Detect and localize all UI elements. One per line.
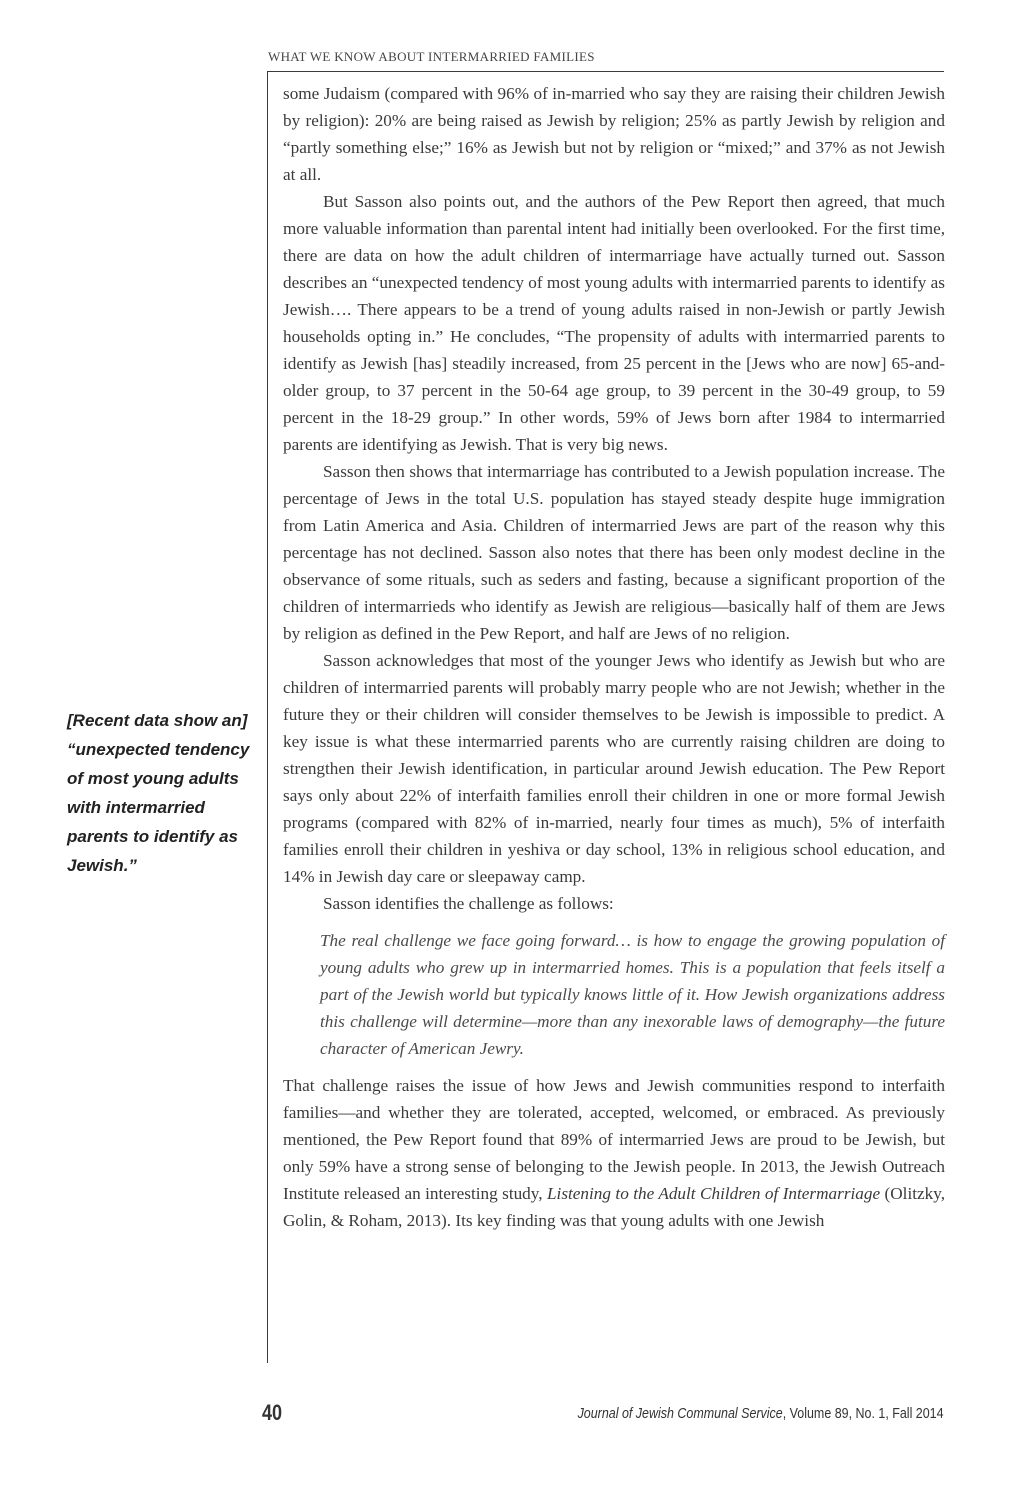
running-header: WHAT WE KNOW ABOUT INTERMARRIED FAMILIES [268, 49, 595, 64]
paragraph-6 [283, 1072, 945, 1234]
paragraph-6-text-after: (Olitzky, Golin, & Roham, 2013). Its key finding was that young adults with one Jewish [283, 1184, 945, 1230]
page-number: 40 [262, 1400, 283, 1425]
paragraph-1: some Judaism (compared with 96% of in-married who say they are raising their children Jewish by religion): 20% are being raised as Jewish by religion; 25% as partly Jewish by religion and “partly something else;” 16% as Jewish but not by religion or “mixed;” and 37% as not Jewish at all. [283, 84, 945, 184]
paragraph-3: Sasson then shows that intermarriage has contributed to a Jewish population increase. The percentage of Jews in the total U.S. population has stayed steady despite huge immigration from Latin America and Asia. Children of intermarried Jews are part of the reason why this percentage has not declined. Sasson also notes that there has been only modest decline in the observance of some rituals, such as seders and fasting, because a significant proportion of the children of intermarrieds who identify as Jewish are religious—basically half of them are Jews by religion as defined in the Pew Report, and half are Jews of no religion. [283, 462, 945, 643]
paragraph-2: But Sasson also points out, and the authors of the Pew Report then agreed, that much more valuable information than parental intent had initially been overlooked. For the first time, there are data on how the adult children of intermarriage have actually turned out. Sasson describes an “unexpected tendency of most young adults with intermarried parents to identify as Jewish…. There appears to be a trend of young adults raised in non-Jewish or partly Jewish households opting in.” He concludes, “The propensity of adults with intermarried parents to identify as Jewish [has] steadily increased, from 25 percent in the [Jews who are now] 65-and-older group, to 37 percent in the 50-64 age group, to 39 percent in the 30-49 group, to 59 percent in the 18-29 group.” In other words, 59% of Jews born after 1984 to intermarried parents are identifying as Jewish. That is very big news. [283, 192, 945, 454]
study-title: Listening to the Adult Children of Intermarriage [547, 1184, 881, 1203]
main-text [283, 80, 945, 1234]
block-quote: The real challenge we face going forward… is how to engage the growing population of young adults who grew up in intermarried homes. This is a population that feels itself a part of the Jewish world but typically knows little of it. How Jewish organizations address this challenge will determine—more than any inexorable laws of demography—the future character of American Jewry. [320, 931, 945, 1058]
header-rule [268, 71, 944, 72]
journal-issue: , Volume 89, No. 1, Fall 2014 [783, 1406, 944, 1422]
pull-quote: [Recent data show an] “unexpected tendency of most young adults with intermarried parents to identify as Jewish.” [67, 711, 250, 875]
paragraph-4: Sasson acknowledges that most of the younger Jews who identify as Jewish but who are children of intermarried parents will probably marry people who are not Jewish; whether in the future they or their children will consider themselves to be Jewish is impossible to predict. A key issue is what these intermarried parents who are currently raising children are doing to strengthen their Jewish identification, in particular around Jewish education. The Pew Report says only about 22% of interfaith families enroll their children in one or more formal Jewish programs (compared with 82% of in-married, nearly four times as much), 5% of interfaith families enroll their children in yeshiva or day school, 13% in religious school education, and 14% in Jewish day care or sleepaway camp. [283, 651, 945, 886]
column-rule [267, 71, 268, 1363]
paragraph-6-text-before: That challenge raises the issue of how Jews and Jewish communities respond to interfaith families—and whether they are tolerated, accepted, welcomed, or embraced. As previously mentioned, the Pew Report found that 89% of intermarried Jews are proud to be Jewish, but only 59% have a strong sense of belonging to the Jewish people. In 2013, the Jewish Outreach Institute released an interesting study, [283, 1076, 945, 1203]
journal-title: Journal of Jewish Communal Service [578, 1406, 784, 1422]
paragraph-5: Sasson identifies the challenge as follows: [323, 894, 614, 913]
footer-citation [578, 1406, 944, 1422]
